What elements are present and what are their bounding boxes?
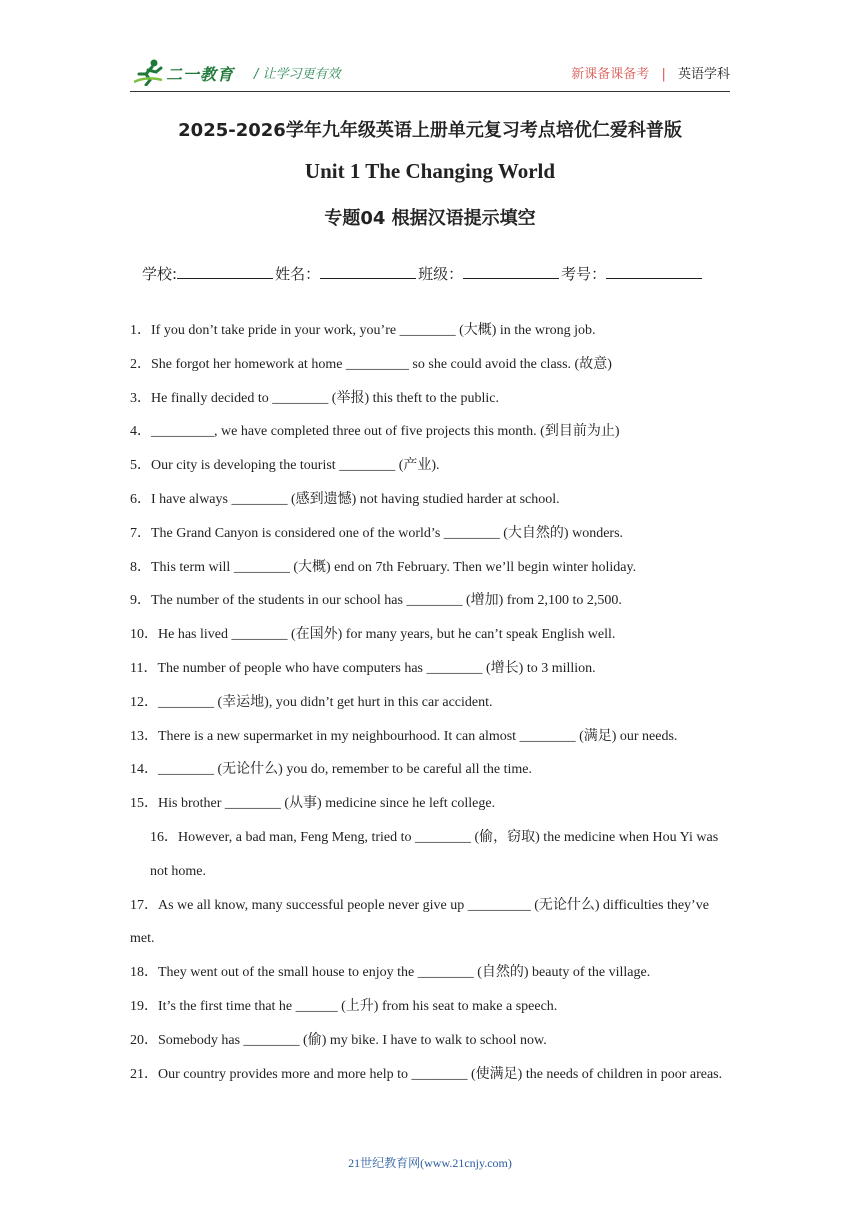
question-item: 20．Somebody has ________ (偷) my bike. I have to walk to school now. <box>130 1032 547 1048</box>
question-item: 10．He has lived ________ (在国外) for many years, but he can’t speak English well. <box>130 627 616 643</box>
question-item: 12．________ (幸运地), you didn’t get hurt in this car accident. <box>130 694 493 710</box>
question-item: 13．There is a new supermarket in my neighbourhood. It can almost ________ (满足) our needs. <box>130 728 678 744</box>
header-right <box>571 63 730 82</box>
exam-number-blank[interactable] <box>606 264 702 279</box>
name-label: 姓名： <box>275 265 321 283</box>
question-item: 5．Our city is developing the tourist ________ (产业). <box>130 458 440 474</box>
question-list <box>130 314 734 1091</box>
question-item: 9．The number of the students in our school has ________ (增加) from 2,100 to 2,500. <box>130 593 622 609</box>
question-item: 11．The number of people who have computers has ________ (增长) to 3 million. <box>130 660 596 676</box>
question-item: 2．She forgot her homework at home _________ so she could avoid the class. (故意) <box>130 356 612 372</box>
question-item: 4．_________, we have completed three out of five projects this month. (到目前为止) <box>130 424 620 440</box>
question-item: 1．If you don’t take pride in your work, you’re ________ (大概) in the wrong job. <box>130 323 596 338</box>
question-item: 14．________ (无论什么) you do, remember to be careful all the time. <box>130 762 533 778</box>
question-item: 15．His brother ________ (从事) medicine since he left college. <box>130 796 496 812</box>
question-item: 6．I have always ________ (感到遗憾) not having studied harder at school. <box>130 491 560 507</box>
logo <box>130 56 242 88</box>
header-subject: 英语学科 <box>677 67 730 82</box>
topic-title: 专题04 根据汉语提示填空 <box>324 208 536 229</box>
logo-text: 二一教育 <box>166 65 235 84</box>
question-item: 8．This term will ________ (大概) end on 7th February. Then we’ll begin winter holiday. <box>130 559 637 575</box>
runner-logo-icon <box>134 58 164 86</box>
question-item: 21．Our country provides more and more help to ________ (使满足) the needs of children in poor areas. <box>130 1066 723 1082</box>
question-item: 19．It’s the first time that he ______ (上升) from his seat to make a speech. <box>130 998 558 1014</box>
question-item: 18．They went out of the small house to enjoy the ________ (自然的) beauty of the village. <box>130 965 651 981</box>
student-info-row <box>142 263 704 284</box>
page-header <box>130 52 730 92</box>
header-divider <box>130 91 730 92</box>
slogan: / 让学习更有效 <box>254 67 341 82</box>
header-course-label: 新课备课备考 <box>571 67 650 82</box>
name-blank[interactable] <box>320 264 416 279</box>
unit-title: Unit 1 The Changing World <box>304 159 556 183</box>
question-item: 7．The Grand Canyon is considered one of the world’s ________ (大自然的) wonders. <box>130 525 624 541</box>
question-item: 16．However, a bad man, Feng Meng, tried to ________ (偷，窃取) the medicine when Hou Yi was not home. <box>150 829 719 879</box>
question-item: 3．He finally decided to ________ (举报) this theft to the public. <box>130 390 499 406</box>
exam-number-label: 考号： <box>561 265 607 283</box>
question-item: 17．As we all know, many successful people never give up _________ (无论什么) difficulties they’ve met. <box>130 897 709 947</box>
school-label: 学校: <box>142 265 178 283</box>
class-blank[interactable] <box>463 264 559 279</box>
class-label: 班级： <box>418 265 464 283</box>
school-blank[interactable] <box>177 264 273 279</box>
header-separator: | <box>661 67 666 82</box>
document-title: 2025-2026学年九年级英语上册单元复习考点培优仁爱科普版 <box>178 120 682 141</box>
footer-source: 21世纪教育网(www.21cnjy.com) <box>348 1156 512 1170</box>
